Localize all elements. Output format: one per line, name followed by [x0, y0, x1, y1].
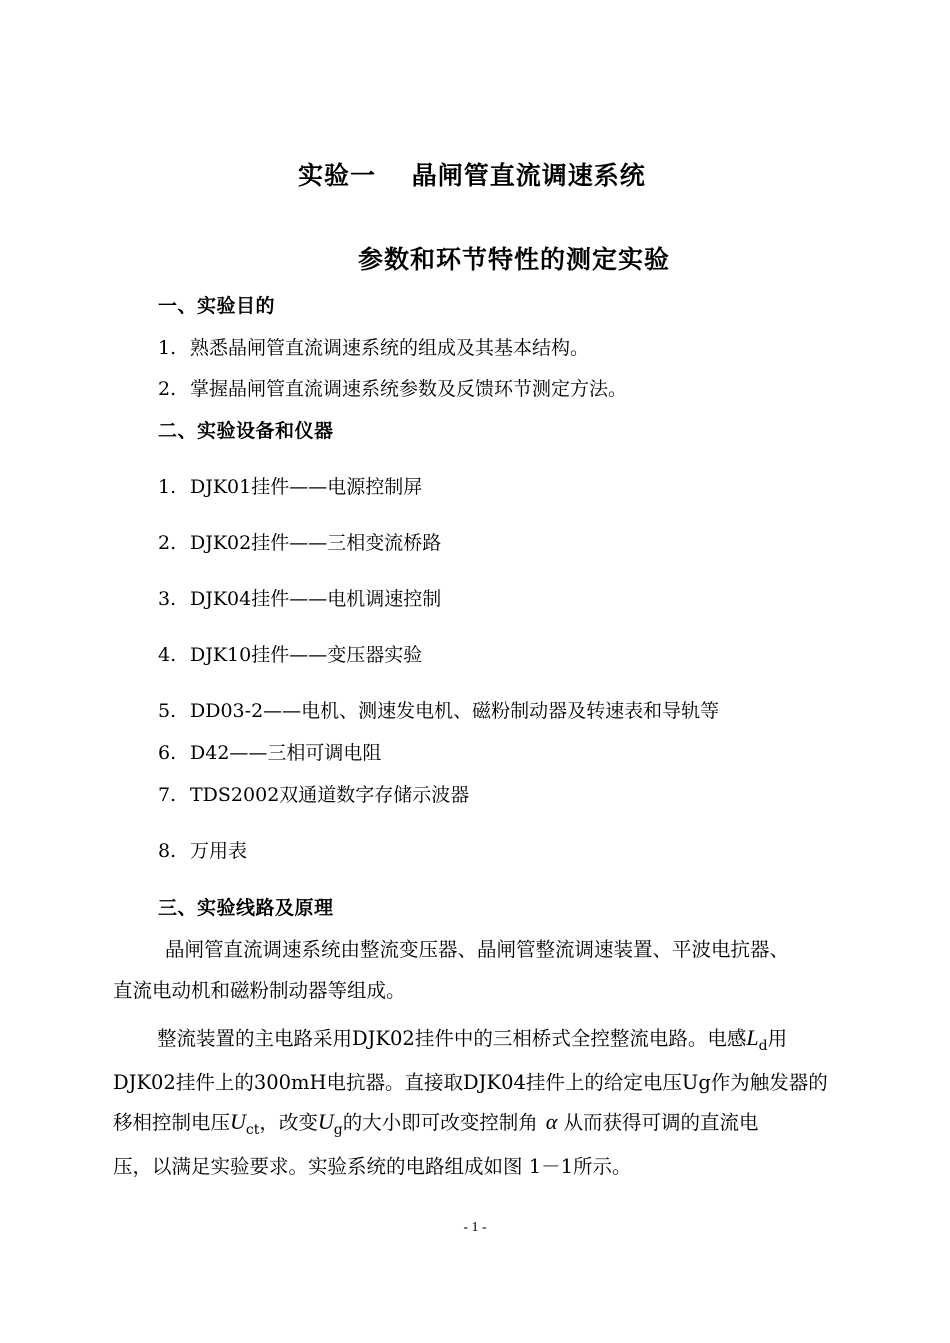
paragraph-text: 从而获得可调的直流电 [557, 1111, 759, 1134]
list-item-number: 2. [158, 378, 177, 400]
list-item-number: 7. [158, 784, 177, 806]
alpha-symbol: α [545, 1109, 558, 1134]
list-item-text: DJK01挂件——电源控制屏 [190, 476, 423, 498]
paragraph-text: ，改变 [259, 1111, 318, 1134]
paragraph-text: 移相控制电压 [113, 1111, 231, 1134]
page-subtitle: 参数和环节特性的测定实验 [358, 245, 671, 274]
list-item-text: 熟悉晶闸管直流调速系统的组成及其基本结构。 [190, 337, 590, 359]
list-item [158, 374, 627, 401]
inductance-symbol: L [746, 1025, 759, 1050]
list-item-number: 1. [158, 476, 177, 498]
paragraph-text: 的大小即可改变控制角 [342, 1111, 538, 1134]
list-item-text: TDS2002双通道数字存储示波器 [190, 784, 470, 806]
paragraph-text: 用 [767, 1027, 788, 1050]
list-item [158, 738, 381, 765]
list-item [158, 528, 441, 555]
list-item [158, 780, 469, 807]
list-item [158, 836, 247, 863]
section-heading-objectives: 一、实验目的 [158, 295, 276, 317]
list-item-number: 3. [158, 588, 177, 610]
list-item [158, 640, 422, 667]
list-item-number: 6. [158, 742, 177, 764]
list-item-number: 8. [158, 840, 177, 862]
page-number: - 1 - [463, 1220, 487, 1235]
list-item-text: DJK10挂件——变压器实验 [190, 644, 423, 666]
paragraph-line: DJK02挂件上的300mH电抗器。直接取DJK04挂件上的给定电压Ug作为触发器的 [113, 1071, 828, 1094]
page-title: 实验一 晶闸管直流调速系统 [298, 161, 646, 190]
paragraph-line: 晶闸管直流调速系统由整流变压器、晶闸管整流调速装置、平波电抗器、 [165, 938, 790, 961]
list-item-text: DJK04挂件——电机调速控制 [190, 588, 442, 610]
paragraph-line: 压，以满足实验要求。实验系统的电路组成如图 1－1所示。 [113, 1155, 632, 1178]
voltage-symbol-ug: U [317, 1109, 334, 1134]
paragraph-line [113, 1107, 843, 1138]
list-item [158, 584, 441, 611]
list-item-text: 万用表 [190, 840, 248, 862]
list-item [158, 696, 719, 723]
list-item-text: DJK02挂件——三相变流桥路 [190, 532, 442, 554]
list-item [158, 472, 422, 499]
list-item-text: D42——三相可调电阻 [190, 742, 382, 764]
section-heading-principle: 三、实验线路及原理 [158, 897, 334, 919]
voltage-subscript-ct: ct [245, 1122, 260, 1138]
list-item-number: 1. [158, 337, 177, 359]
paragraph-text: 整流装置的主电路采用DJK02挂件中的三相桥式全控整流电路。电感 [157, 1027, 747, 1050]
list-item-number: 5. [158, 700, 177, 722]
list-item [158, 333, 589, 360]
list-item-number: 2. [158, 532, 177, 554]
section-heading-equipment: 二、实验设备和仪器 [158, 420, 334, 442]
list-item-number: 4. [158, 644, 177, 666]
voltage-symbol-uct: U [230, 1109, 246, 1134]
paragraph-line [157, 1023, 887, 1054]
paragraph-line: 直流电动机和磁粉制动器等组成。 [113, 979, 406, 1002]
list-item-text: DD03-2——电机、测速发电机、磁粉制动器及转速表和导轨等 [190, 700, 720, 722]
voltage-subscript-g: g [333, 1122, 343, 1138]
list-item-text: 掌握晶闸管直流调速系统参数及反馈环节测定方法。 [190, 378, 628, 400]
inductance-subscript: d [758, 1038, 768, 1054]
